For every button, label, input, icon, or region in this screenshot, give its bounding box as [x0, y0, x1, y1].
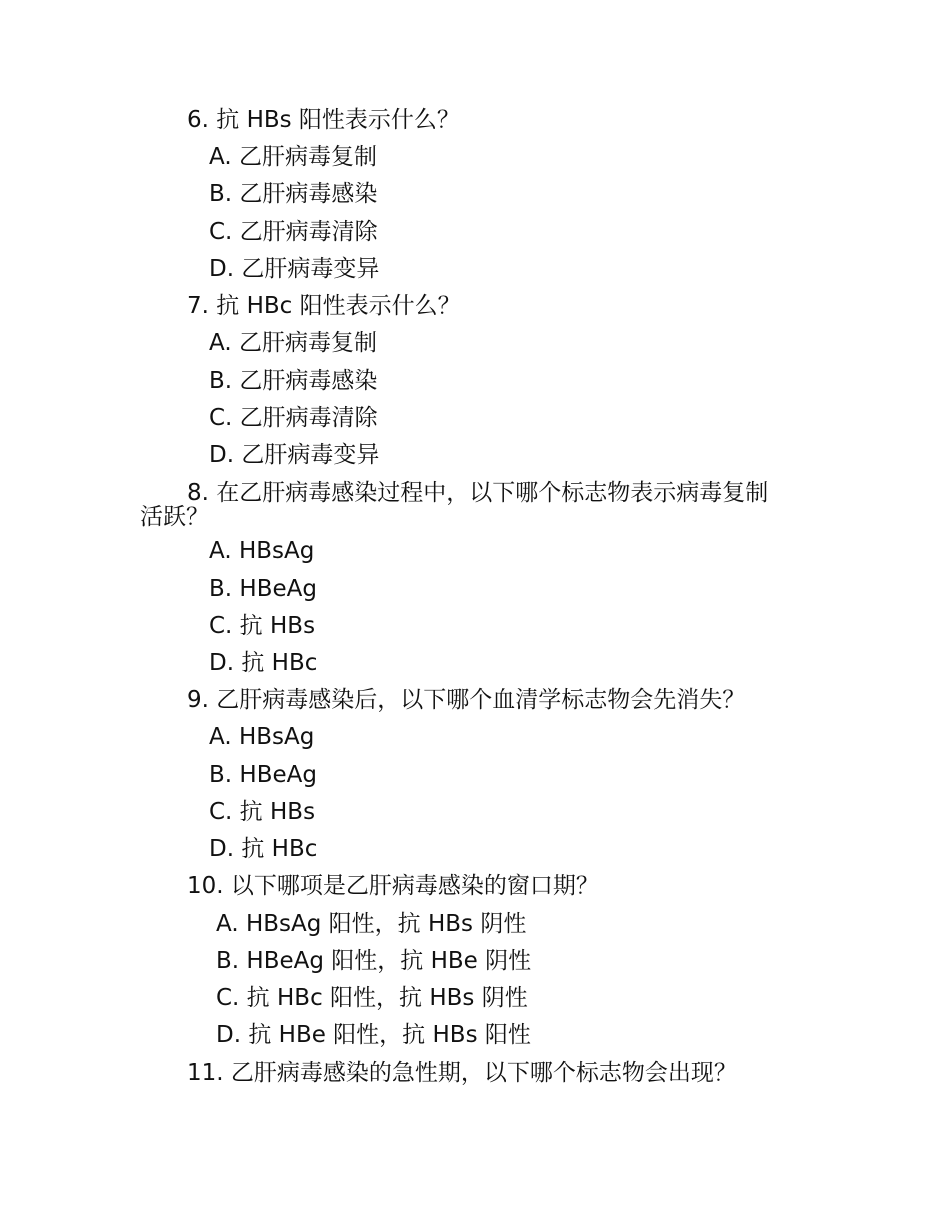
question-10-option-d: D. 抗 HBe 阳性，抗 HBs 阳性: [216, 1022, 531, 1048]
question-7-option-d: D. 乙肝病毒变异: [209, 442, 380, 468]
question-10-option-c: C. 抗 HBc 阳性，抗 HBs 阴性: [216, 985, 528, 1011]
question-6-option-b: B. 乙肝病毒感染: [209, 181, 378, 207]
question-8-option-b: B. HBeAg: [209, 576, 317, 602]
question-8-option-d: D. 抗 HBc: [209, 650, 318, 676]
question-6-option-c: C. 乙肝病毒清除: [209, 219, 378, 245]
question-6-option-a: A. 乙肝病毒复制: [209, 144, 377, 170]
question-6-option-d: D. 乙肝病毒变异: [209, 256, 380, 282]
question-8-option-c: C. 抗 HBs: [209, 613, 316, 639]
question-7-option-a: A. 乙肝病毒复制: [209, 330, 377, 356]
question-9-option-d: D. 抗 HBc: [209, 836, 318, 862]
question-9-option-b: B. HBeAg: [209, 762, 317, 788]
question-7-option-c: C. 乙肝病毒清除: [209, 405, 378, 431]
question-9-option-c: C. 抗 HBs: [209, 799, 316, 825]
question-10-option-b: B. HBeAg 阳性，抗 HBe 阴性: [216, 948, 532, 974]
question-6-text: 6. 抗 HBs 阳性表示什么？: [187, 107, 460, 133]
question-10-text: 10. 以下哪项是乙肝病毒感染的窗口期？: [187, 873, 599, 899]
question-10-option-a: A. HBsAg 阳性，抗 HBs 阴性: [216, 911, 527, 937]
question-8-option-a: A. HBsAg: [209, 538, 315, 564]
question-7-option-b: B. 乙肝病毒感染: [209, 368, 378, 394]
question-9-text: 9. 乙肝病毒感染后，以下哪个血清学标志物会先消失？: [187, 687, 746, 713]
question-8-text-line-1: 8. 在乙肝病毒感染过程中，以下哪个标志物表示病毒复制: [187, 480, 769, 506]
question-11-text: 11. 乙肝病毒感染的急性期，以下哪个标志物会出现？: [187, 1060, 737, 1086]
question-9-option-a: A. HBsAg: [209, 724, 315, 750]
question-8-text-line-2: 活跃？: [140, 504, 209, 530]
question-7-text: 7. 抗 HBc 阳性表示什么？: [187, 293, 461, 319]
